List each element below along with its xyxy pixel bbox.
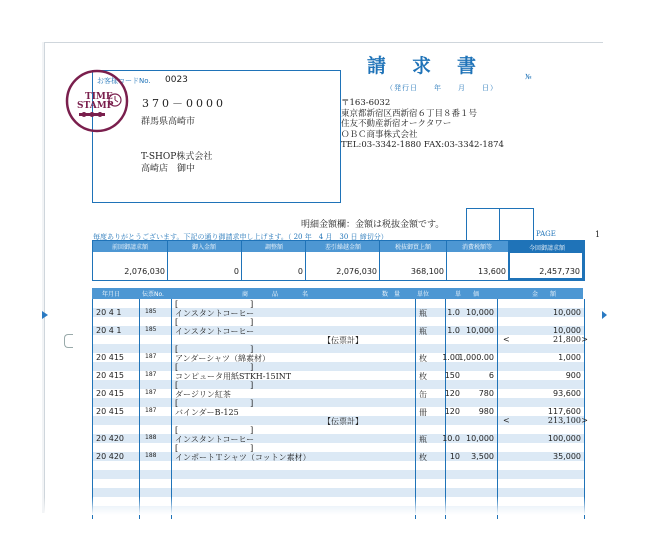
- row-unit: 枚: [419, 354, 427, 363]
- row-price: 980: [478, 407, 494, 416]
- page-number: 1: [595, 230, 601, 239]
- row-unit: 瓶: [419, 435, 427, 444]
- row-date: 20 4 1: [96, 326, 122, 335]
- detail-header: 数 量: [382, 291, 401, 298]
- bracket-text: [ ]: [175, 300, 254, 309]
- row-amount: 117,600: [547, 407, 581, 416]
- left-margin-arrow-icon: [42, 311, 48, 319]
- invoice-sheet: [44, 42, 603, 513]
- row-unit: 枚: [419, 453, 427, 462]
- row-product: インスタントコーヒー: [175, 435, 255, 444]
- table-row: [93, 443, 584, 461]
- slip-total-label: 【伝票計】: [323, 336, 363, 345]
- row-date: 20 415: [96, 371, 124, 380]
- row-unit: 枚: [419, 372, 427, 381]
- row-unit: 瓶: [419, 309, 427, 318]
- document-number-label: №: [525, 73, 532, 81]
- summary-value: 13,600: [478, 267, 506, 276]
- punch-hole-mark: [64, 334, 73, 348]
- sender-address1: 東京都新宿区西新宿６丁目８番１号: [341, 108, 478, 119]
- bracket-text: [ ]: [175, 318, 254, 327]
- row-product: アンダーシャツ（綿素材）: [175, 354, 271, 363]
- row-slip: 185: [145, 326, 157, 333]
- summary-value: 2,076,030: [124, 267, 165, 276]
- row-product: コンピュータ用紙STKH-15INT: [175, 372, 292, 381]
- sender-company: ＯＢＣ商事株式会社: [341, 129, 418, 140]
- summary-header: 調整額: [264, 244, 283, 251]
- row-date: 20 415: [96, 389, 124, 398]
- detail-table: [92, 299, 588, 519]
- bracket-text: [ ]: [175, 399, 254, 408]
- summary-header: 差引繰越金額: [324, 244, 361, 251]
- bracket-text: [ ]: [175, 381, 254, 390]
- table-row: [93, 362, 584, 380]
- slip-total-value: 21,800: [553, 335, 581, 344]
- customer-address: 群馬県高崎市: [141, 117, 196, 127]
- row-qty: 10.0: [442, 434, 460, 443]
- row-price: 6: [488, 371, 494, 380]
- tax-note: 明細金額欄：金額は税抜金額です。: [301, 220, 445, 230]
- detail-header-row: [92, 288, 583, 299]
- row-price: 10,000: [466, 326, 494, 335]
- row-amount: 10,000: [553, 308, 581, 317]
- row-date: 20 420: [96, 452, 124, 461]
- customer-code: 0023: [165, 75, 188, 85]
- row-amount: 93,600: [553, 389, 581, 398]
- summary-table: [92, 240, 585, 281]
- row-amount: 1,000: [558, 353, 581, 362]
- row-price: 10,000: [466, 308, 494, 317]
- bracket-text: [ ]: [175, 363, 254, 372]
- current-invoice-cell: [508, 240, 584, 280]
- sender-postal: 〒163-6032: [341, 98, 391, 108]
- detail-header: 単位: [417, 291, 430, 298]
- row-price: 780: [478, 389, 494, 398]
- row-amount: 35,000: [553, 452, 581, 461]
- summary-value: 2,076,030: [336, 267, 377, 276]
- row-slip: 185: [145, 308, 157, 315]
- detail-header: 単 価: [455, 291, 480, 298]
- detail-header: 商 品 名: [242, 291, 309, 298]
- sender-block: [341, 98, 504, 151]
- issue-date: （発行日 年 月 日）: [386, 84, 498, 92]
- detail-header: 年月日: [102, 291, 121, 298]
- customer-branch: 高崎店 御中: [141, 164, 196, 174]
- row-slip: 187: [145, 353, 157, 360]
- row-qty: 10: [449, 452, 460, 461]
- time-stamp-seal-icon: [65, 69, 129, 133]
- summary-header: 税抜御買上額: [394, 244, 431, 251]
- row-amount: 900: [565, 371, 581, 380]
- row-product: インスタントコーヒー: [175, 309, 255, 318]
- slip-total-row: 【伝票計】 < 213,100 >: [323, 416, 588, 426]
- row-qty: 1.00: [442, 353, 460, 362]
- row-amount: 10,000: [553, 326, 581, 335]
- table-row: [93, 344, 584, 362]
- bracket-text: [ ]: [175, 345, 254, 354]
- stamp-line1: TIME: [85, 92, 113, 102]
- page-label: PAGE: [536, 230, 556, 238]
- sender-phone: TEL:03-3342-1880 FAX:03-3342-1874: [341, 140, 504, 150]
- right-margin-arrow-icon: [602, 311, 607, 319]
- sender-address2: 住友不動産新宿オークタワー: [341, 119, 452, 129]
- row-price: 10,000: [466, 434, 494, 443]
- summary-value: 2,457,730: [539, 267, 580, 276]
- summary-header: 御入金額: [191, 244, 216, 251]
- row-date: 20 415: [96, 407, 124, 416]
- slip-total-row: 【伝票計】 < 21,800 >: [323, 335, 588, 345]
- row-unit: 瓶: [419, 327, 427, 336]
- row-slip: 187: [145, 389, 157, 396]
- document-title: 請求書: [367, 55, 503, 77]
- row-product: バインダーB-125: [175, 408, 239, 417]
- thanks-note: 毎度ありがとうございます。下記の通り御請求申し上げます。（ 20 年 4 月 30 日 締切分）: [93, 233, 388, 241]
- slip-total-value: 213,100: [547, 416, 581, 425]
- summary-value: 0: [233, 267, 239, 276]
- row-date: 20 420: [96, 434, 124, 443]
- table-row: [93, 299, 584, 317]
- row-slip: 187: [145, 371, 157, 378]
- customer-code-label: お客様コードNo.: [97, 77, 151, 85]
- bracket-text: [ ]: [175, 426, 254, 435]
- row-qty: 120: [444, 389, 460, 398]
- row-slip: 187: [145, 407, 157, 414]
- customer-postal: 370－0000: [142, 97, 226, 110]
- summary-header: 今回御請求額: [528, 245, 565, 252]
- summary-value: 368,100: [410, 267, 444, 276]
- bracket-text: [ ]: [175, 444, 254, 453]
- slip-total-label: 【伝票計】: [323, 417, 363, 426]
- row-product: ダージリン紅茶: [175, 390, 231, 399]
- summary-header: 前回御請求額: [111, 244, 148, 251]
- row-product: インスタントコーヒー: [175, 327, 255, 336]
- address-window: [92, 70, 341, 203]
- row-price: 1,000.00: [458, 353, 494, 362]
- row-product: インポートＴシャツ（コットン素材）: [175, 453, 311, 462]
- row-date: 20 4 1: [96, 308, 122, 317]
- row-amount: 100,000: [547, 434, 581, 443]
- table-row: [93, 398, 584, 416]
- row-unit: 冊: [419, 408, 427, 417]
- row-slip: 188: [145, 434, 157, 441]
- table-row: [93, 425, 584, 443]
- summary-value: 0: [297, 267, 303, 276]
- row-slip: 188: [145, 452, 157, 459]
- row-price: 3,500: [471, 452, 494, 461]
- row-qty: 150: [444, 371, 460, 380]
- row-qty: 1.0: [447, 326, 460, 335]
- page-fade: [44, 497, 604, 515]
- summary-header: 消費税額等: [461, 244, 492, 251]
- row-qty: 120: [444, 407, 460, 416]
- row-date: 20 415: [96, 353, 124, 362]
- row-qty: 1.0: [447, 308, 460, 317]
- customer-company: T-SHOP株式会社: [141, 152, 213, 162]
- stamp-line2: STAMP: [77, 101, 114, 111]
- detail-header: 金 額: [532, 291, 557, 298]
- detail-header: 伝票No.: [142, 291, 164, 298]
- table-row: [93, 317, 584, 335]
- row-unit: 缶: [419, 390, 427, 399]
- table-row: [93, 380, 584, 398]
